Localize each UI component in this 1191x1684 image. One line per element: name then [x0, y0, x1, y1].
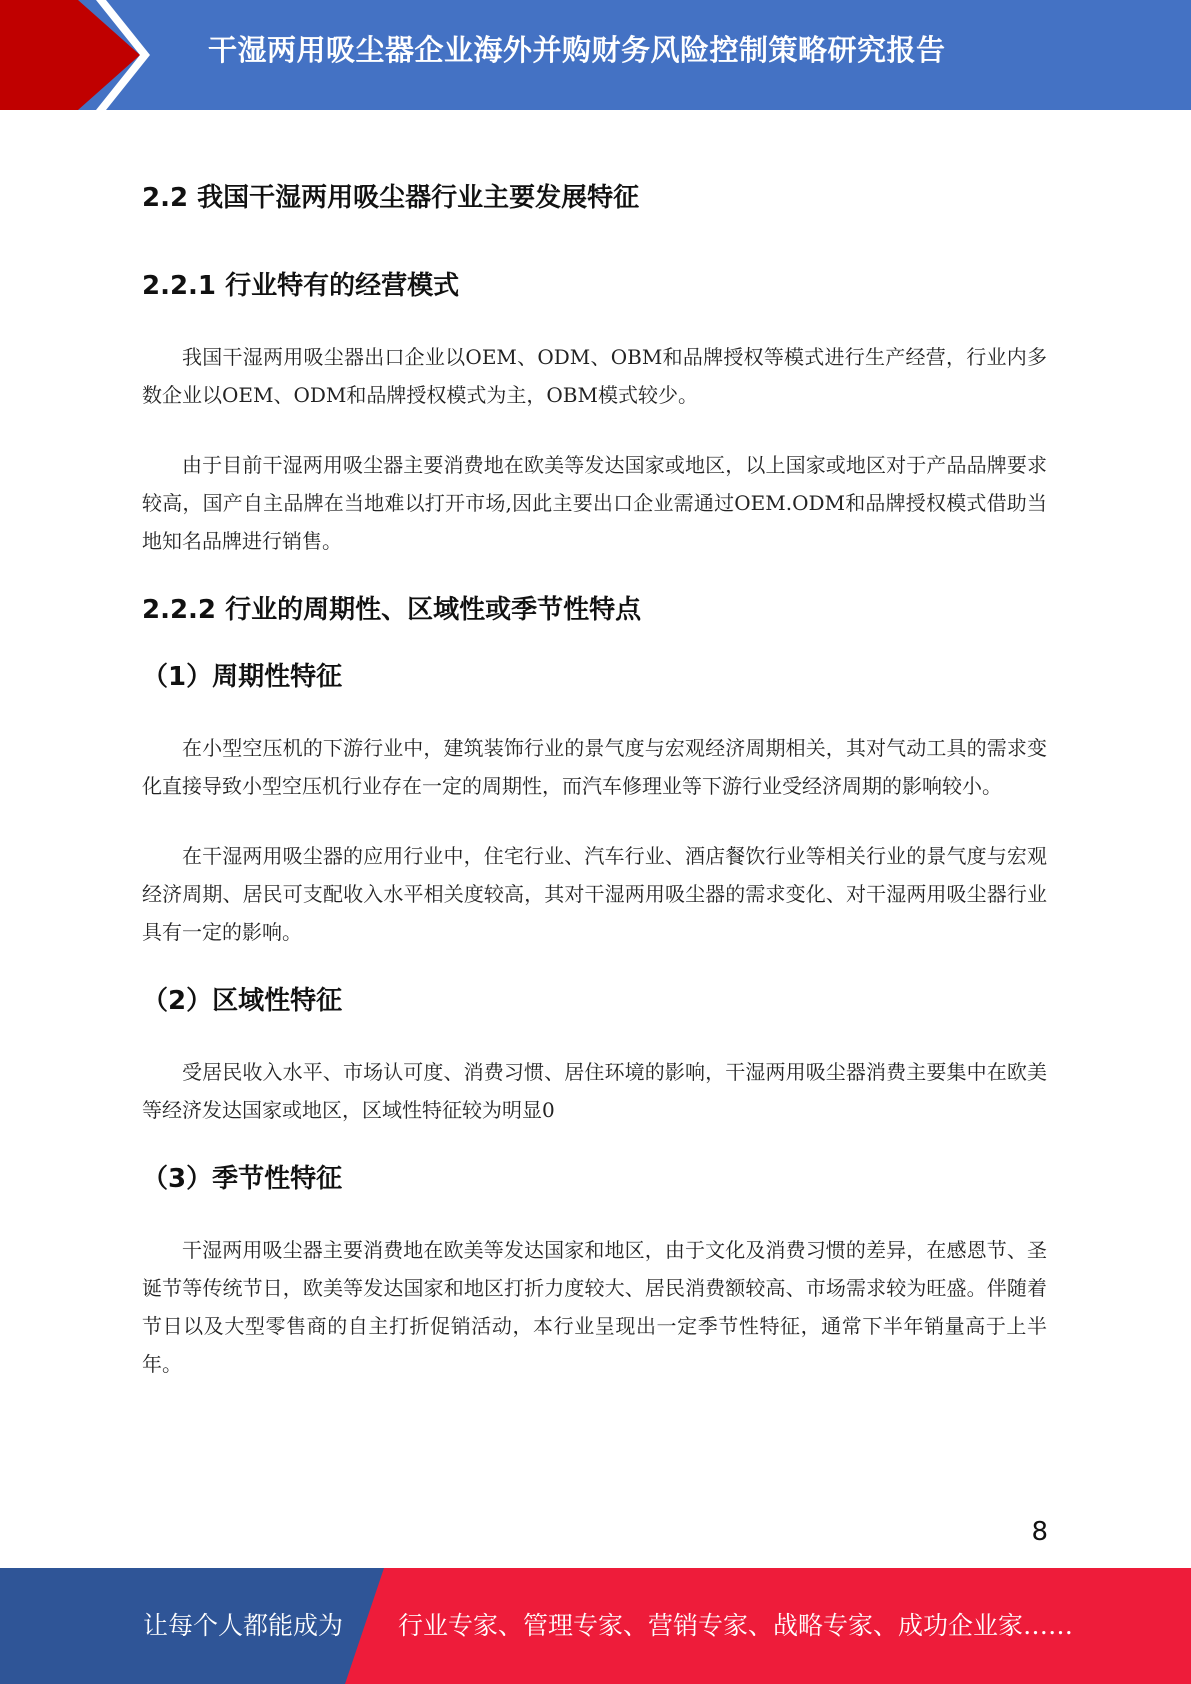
footer-slogan-left: 让每个人都能成为 [143, 1611, 344, 1640]
header-arrow-decoration [0, 0, 210, 110]
page-footer [0, 1568, 1191, 1684]
paragraph-business-model-1: 我国干湿两用吸尘器出口企业以OEM、ODM、OBM和品牌授权等模式进行生产经营，行业内多数企业以OEM、ODM和品牌授权模式为主，OBM模式较少。 [142, 344, 1047, 407]
paragraph-business-model-2: 由于目前干湿两用吸尘器主要消费地在欧美等发达国家或地区，以上国家或地区对于产品品牌要求较高，国产自主品牌在当地难以打开市场,因此主要出口企业需通过OEM.ODM和品牌授权模式借助当地知名品牌进行销售。 [142, 452, 1047, 553]
paragraph-regional-1: 受居民收入水平、市场认可度、消费习惯、居住环境的影响，干湿两用吸尘器消费主要集中在欧美等经济发达国家或地区，区域性特征较为明显0 [142, 1059, 1047, 1122]
heading-regional: （2）区域性特征 [142, 986, 343, 1017]
report-title: 干湿两用吸尘器企业海外并购财务风险控制策略研究报告 [208, 33, 946, 67]
page-number: 8 [1031, 1517, 1048, 1547]
footer-slogan-right: 行业专家、管理专家、营销专家、战略专家、成功企业家…… [398, 1611, 1074, 1640]
section-heading-2-2-2: 2.2.2 行业的周期性、区域性或季节性特点 [142, 594, 642, 625]
paragraph-cyclical-2: 在干湿两用吸尘器的应用行业中，住宅行业、汽车行业、酒店餐饮行业等相关行业的景气度与宏观经济周期、居民可支配收入水平相关度较高，其对干湿两用吸尘器的需求变化、对干湿两用吸尘器行业具有一定的影响。 [142, 844, 1047, 945]
section-heading-2-2: 2.2 我国干湿两用吸尘器行业主要发展特征 [142, 183, 640, 213]
heading-cyclical: （1）周期性特征 [142, 662, 343, 693]
heading-seasonal: （3）季节性特征 [142, 1163, 343, 1194]
page-header [0, 0, 1191, 110]
page-content [142, 172, 1047, 1383]
paragraph-seasonal-1: 干湿两用吸尘器主要消费地在欧美等发达国家和地区，由于文化及消费习惯的差异，在感恩节、圣诞节等传统节日，欧美等发达国家和地区打折力度较大、居民消费额较高、市场需求较为旺盛。伴随着节日以及大型零售商的自主打折促销活动，本行业呈现出一定季节性特征，通常下半年销量高于上半年。 [142, 1237, 1047, 1376]
section-heading-2-2-1: 2.2.1 行业特有的经营模式 [142, 270, 460, 301]
paragraph-cyclical-1: 在小型空压机的下游行业中，建筑装饰行业的景气度与宏观经济周期相关，其对气动工具的需求变化直接导致小型空压机行业存在一定的周期性，而汽车修理业等下游行业受经济周期的影响较小。 [142, 736, 1047, 799]
